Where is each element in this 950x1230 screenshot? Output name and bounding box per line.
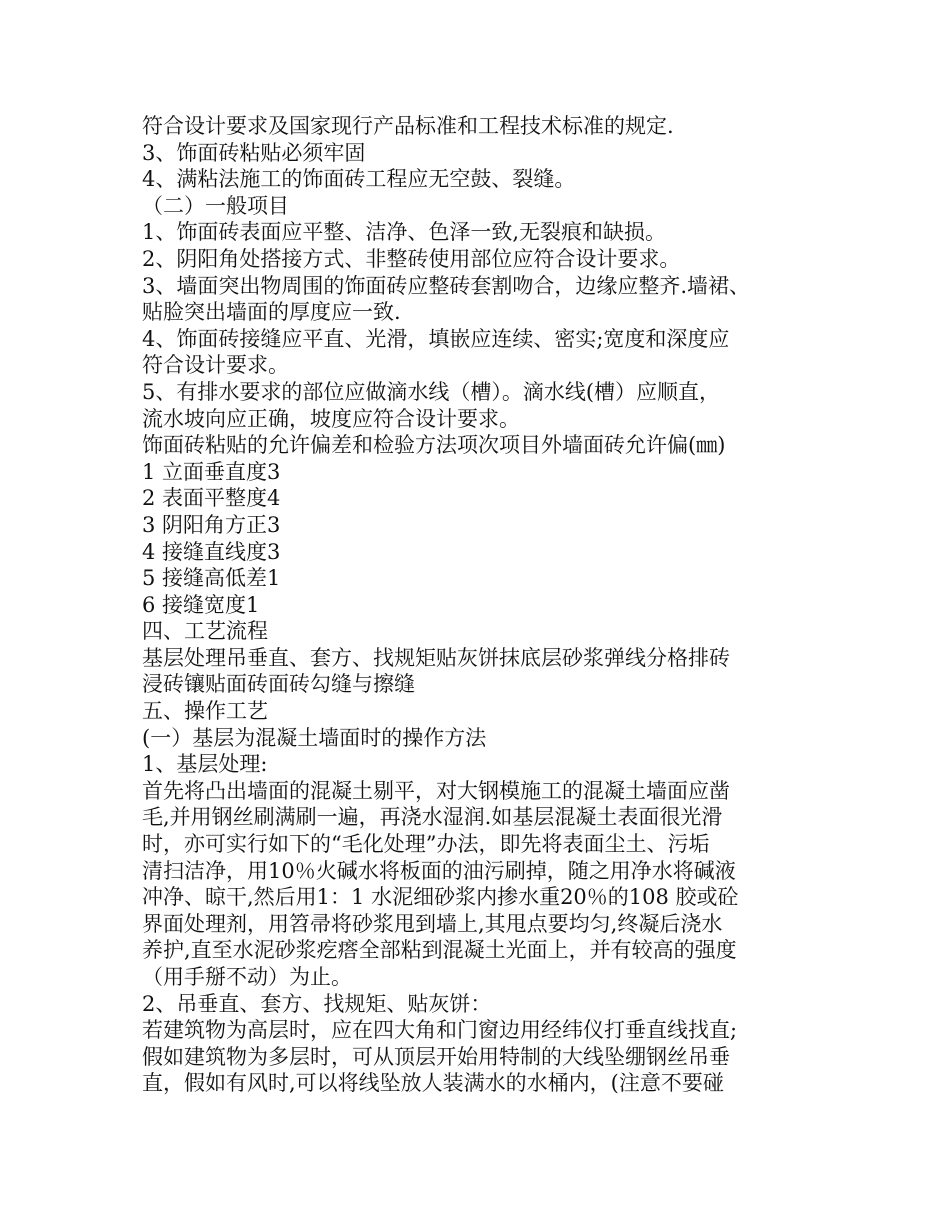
text-line: 贴脸突出墙面的厚度应一致. bbox=[142, 300, 401, 325]
text-line: 3、墙面突出物周围的饰面砖应整砖套割吻合，边缘应整齐.墙裙、 bbox=[142, 273, 751, 298]
text-line: 毛,并用钢丝刷满刷一遍，再浇水湿润.如基层混凝土表面很光滑 bbox=[142, 805, 723, 830]
text-line: 2、吊垂直、套方、找规矩、贴灰饼： bbox=[142, 991, 492, 1016]
text-line: 养护,直至水泥砂浆疙瘩全部粘到混凝土光面上，并有较高的强度 bbox=[142, 938, 737, 963]
text-line: 6 接缝宽度1 bbox=[142, 592, 260, 617]
text-line: 符合设计要求。 bbox=[142, 353, 289, 378]
text-line: 符合设计要求及国家现行产品标准和工程技术标准的规定. bbox=[142, 114, 674, 138]
text-line: (一）基层为混凝土墙面时的操作方法 bbox=[142, 725, 487, 750]
text-line: 5 接缝高低差1 bbox=[142, 566, 281, 591]
text-line: 基层处理吊垂直、套方、找规矩贴灰饼抹底层砂浆弹线分格排砖 bbox=[142, 645, 730, 670]
text-line: 界面处理剂，用笤帚将砂浆甩到墙上,其甩点要均匀,终凝后浇水 bbox=[142, 911, 723, 936]
document-body bbox=[142, 113, 822, 1097]
text-line: （二）一般项目 bbox=[142, 193, 289, 218]
text-line: 3 阴阳角方正3 bbox=[142, 512, 281, 537]
text-line: （用手掰不动）为止。 bbox=[142, 965, 352, 989]
text-line: 流水坡向应正确，坡度应符合设计要求。 bbox=[142, 406, 520, 431]
text-line: 清扫洁净，用10％火碱水将板面的油污刷掉，随之用净水将碱液 bbox=[142, 858, 736, 883]
text-line: 时，亦可实行如下的“毛化处理”办法，即先将表面尘土、污垢 bbox=[142, 832, 710, 857]
text-line: 1、基层处理: bbox=[142, 752, 268, 777]
text-line: 4 接缝直线度3 bbox=[142, 539, 281, 564]
text-line: 3、饰面砖粘贴必须牢固 bbox=[142, 140, 366, 165]
text-line: 5、有排水要求的部位应做滴水线（槽）。滴水线(槽）应顺直， bbox=[142, 379, 721, 404]
text-line: 首先将凸出墙面的混凝土剔平，对大钢模施工的混凝土墙面应凿 bbox=[142, 778, 730, 803]
text-line: 五、操作工艺 bbox=[142, 699, 268, 724]
text-line: 假如建筑物为多层时，可从顶层开始用特制的大线坠绷钢丝吊垂 bbox=[142, 1044, 730, 1069]
text-line: 饰面砖粘贴的允许偏差和检验方法项次项目外墙面砖允许偏(㎜) bbox=[142, 433, 726, 458]
text-line: 1 立面垂直度3 bbox=[142, 459, 281, 484]
text-line: 直，假如有风时,可以将线坠放人装满水的水桶内，(注意不要碰 bbox=[142, 1071, 724, 1096]
text-line: 若建筑物为高层时，应在四大角和门窗边用经纬仪打垂直线找直; bbox=[142, 1018, 738, 1043]
text-line: 4、饰面砖接缝应平直、光滑，填嵌应连续、密实;宽度和深度应 bbox=[142, 326, 730, 351]
text-line: 2、阴阳角处搭接方式、非整砖使用部位应符合设计要求。 bbox=[142, 246, 681, 271]
text-line: 2 表面平整度4 bbox=[142, 486, 281, 511]
text-line: 冲净、晾干,然后用1：1 水泥细砂浆内掺水重20％的108 胶或砼 bbox=[142, 885, 739, 910]
text-line: 浸砖镶贴面砖面砖勾缝与擦缝 bbox=[142, 672, 415, 697]
text-line: 1、饰面砖表面应平整、洁净、色泽一致,无裂痕和缺损。 bbox=[142, 220, 667, 245]
text-line: 四、工艺流程 bbox=[142, 619, 268, 644]
text-line: 4、满粘法施工的饰面砖工程应无空鼓、裂缝。 bbox=[142, 167, 576, 192]
